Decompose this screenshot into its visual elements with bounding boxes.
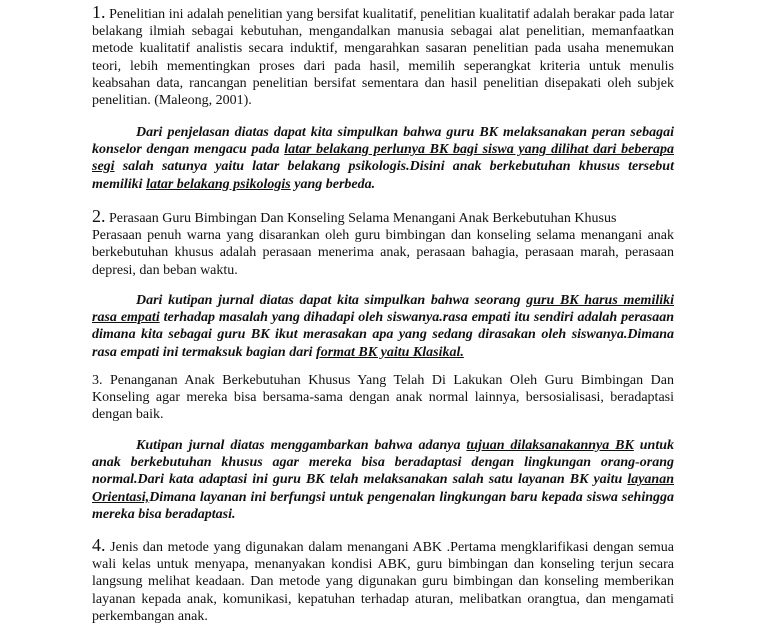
section-4-number: 4. — [92, 535, 106, 555]
conclusion-1-text-b: salah satunya yaitu latar belakang psikologis.Disini anak berkebutuhan khusus tersebut memiliki — [92, 159, 674, 192]
conclusion-3-text-a: Kutipan jurnal diatas menggambarkan bahwa adanya — [136, 438, 467, 453]
section-1-text: Penelitian ini adalah penelitian yang bersifat kualitatif, penelitian kualitatif adalah berakar pada latar belakang ilmiah sebagai kebutuhan, mengandalkan manusia sebagai alat penelitian, memanfaatkan metode kualitatif analistis secara induktif, mengarahkan sasaran penelitian pada usaha menemukan teori, lebih mementingkan proses dari pada hasil, memilih seperangkat kriteria untuk menulis keabsahan data, rancangan penelitian bersifat sementara dan hasil penelitian disepakati oleh subjek penelitian. (Maleong, 2001). — [92, 7, 675, 109]
conclusion-3-paragraph — [92, 437, 674, 523]
section-4-paragraph — [92, 537, 674, 625]
conclusion-3-text-b: untuk anak berkebutuhan khusus agar mereka bisa beradaptasi dengan lingkungan orang-orang normal.Dari kata adaptasi ini guru BK telah melaksanakan salah satu layanan BK yaitu — [92, 438, 674, 488]
conclusion-2-text-a: Dari kutipan jurnal diatas dapat kita simpulkan bahwa seorang — [136, 293, 527, 308]
conclusion-2-underline-2: format BK yaitu Klasikal. — [316, 344, 464, 360]
conclusion-2-text-b: terhadap masalah yang dihadapi oleh siswanya.rasa empati itu sendiri adalah perasaan dimana kita sebagai guru BK ikut merasakan apa yang sedang dirasakan oleh siswanya.Dimana rasa empati ini termaksuk bagian dari — [92, 310, 674, 360]
conclusion-2-underline-1: guru BK harus memiliki rasa empati — [92, 293, 674, 326]
section-2-text: Perasaan penuh warna yang disarankan oleh guru bimbingan dan konseling selama menangani anak berkebutuhan khusus adalah perasaan menerima anak, perasaan bahagia, perasaan marah, perasaan depresi, dan beban waktu. — [92, 228, 674, 278]
section-3-paragraph: 3. Penanganan Anak Berkebutuhan Khusus Yang Telah Di Lakukan Oleh Guru Bimbingan Dan Konseling agar mereka bisa bersama-sama dengan anak normal lainnya, bersosialisasi, beradaptasi dengan baik. — [92, 373, 674, 423]
conclusion-1-paragraph — [92, 124, 674, 193]
conclusion-3-underline-2: layanan Orientasi, — [92, 472, 674, 505]
section-1-number: 1. — [92, 2, 106, 22]
conclusion-1-text-a: Dari penjelasan diatas dapat kita simpulkan bahwa guru BK melaksanakan peran sebagai konselor dengan mengacu pada — [92, 125, 674, 158]
section-2-heading: Perasaan Guru Bimbingan Dan Konseling Selama Menangani Anak Berkebutuhan Khusus — [109, 211, 617, 226]
conclusion-3-text-c: Dimana layanan ini berfungsi untuk pengenalan lingkungan baru kepada siswa sehingga mereka bisa beradaptasi. — [92, 489, 674, 522]
conclusion-2-paragraph — [92, 292, 674, 361]
conclusion-1-underline-1: latar belakang perlunya BK bagi siswa yang dilihat dari beberapa segi — [92, 142, 675, 175]
section-2-number: 2. — [92, 206, 106, 226]
conclusion-3-underline-1: tujuan dilaksanakannya BK — [466, 438, 634, 453]
section-2-heading-line — [92, 208, 674, 227]
section-1-paragraph — [92, 4, 674, 109]
section-2 — [92, 208, 674, 279]
section-4-text: Jenis dan metode yang digunakan dalam menangani ABK .Pertama mengklarifikasi dengan semua wali kelas untuk menyapa, menanyakan kondisi ABK, guru bimbingan dan konseling terjun secara langsung melihat keadaan. Dan metode yang digunakan guru bimbingan dan konseling memberikan layanan kepada anak, komunikasi, kepatuhan terhadap aturan, melibatkan orangtua, dan mengamati perkembangan anak. — [92, 540, 675, 624]
conclusion-1-text-c: yang berbeda. — [290, 176, 376, 192]
conclusion-1-underline-2: latar belakang psikologis — [146, 176, 291, 192]
